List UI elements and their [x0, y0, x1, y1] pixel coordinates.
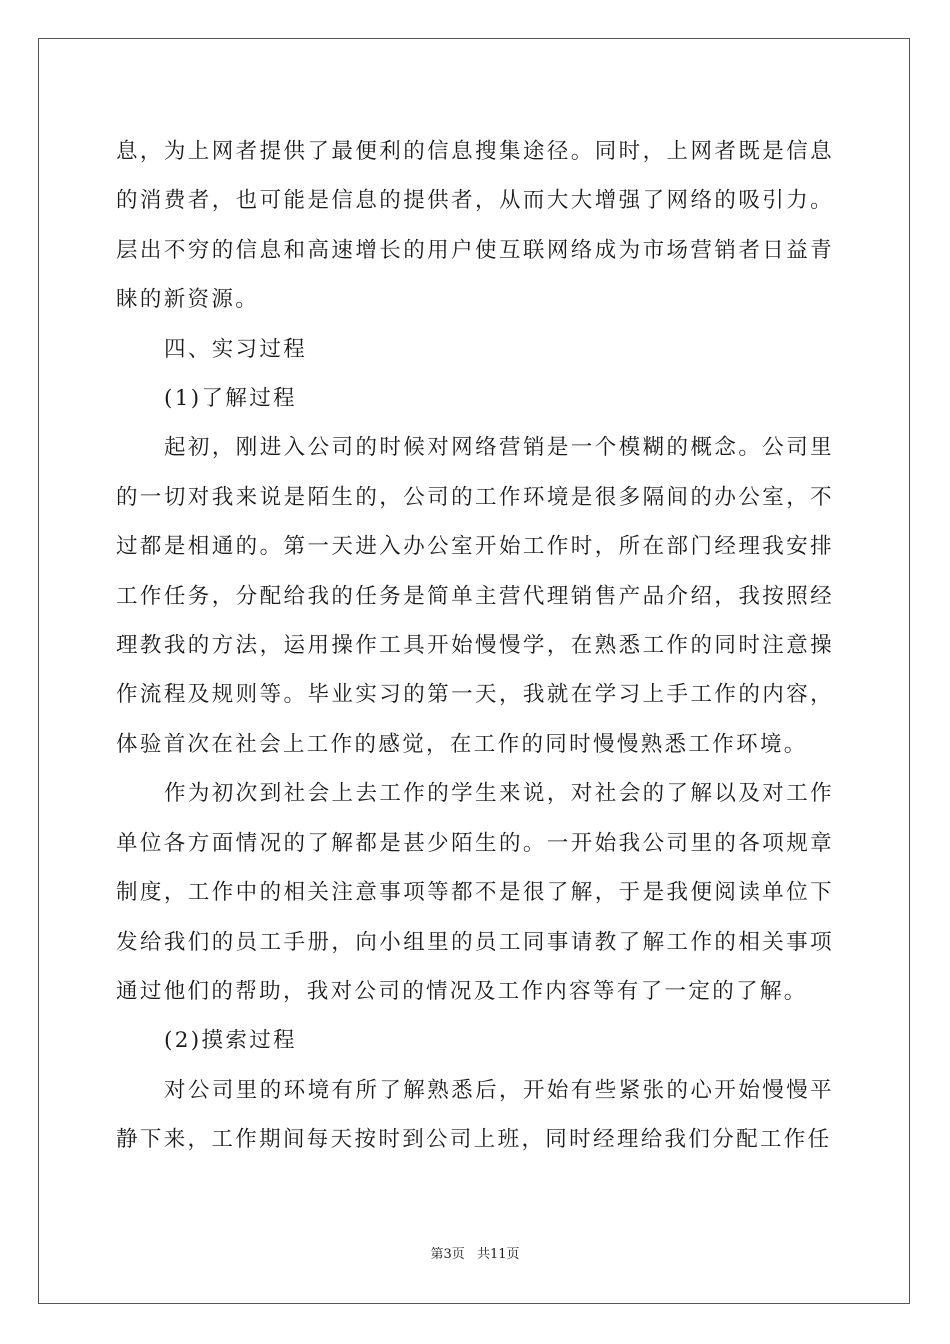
document-body — [116, 127, 834, 1165]
paragraph-4: 对公司里的环境有所了解熟悉后，开始有些紧张的心开始慢慢平静下来，工作期间每天按时到公司上班，同时经理给我们分配工作任 — [116, 1077, 834, 1153]
paragraph-3: 作为初次到社会上去工作的学生来说，对社会的了解以及对工作单位各方面情况的了解都是甚少陌生的。一开始我公司里的各项规章制度，工作中的相关注意事项等都不是很了解，于是我便阅读单位下发给我们的员工手册，向小组里的员工同事请教了解工作的相关事项通过他们的帮助，我对公司的情况及工作内容等有了一定的了解。 — [116, 781, 834, 1004]
paragraph-1: 息，为上网者提供了最便利的信息搜集途径。同时，上网者既是信息的消费者，也可能是信息的提供者，从而大大增强了网络的吸引力。层出不穷的信息和高速增长的用户使互联网络成为市场营销者日益青睐的新资源。 — [116, 139, 834, 313]
subheading-understanding-process: (1)了解过程 — [164, 386, 297, 412]
section-heading-internship-process: 四、实习过程 — [164, 336, 308, 362]
page-total: 共11页 — [476, 1247, 520, 1262]
page-footer — [0, 1243, 950, 1262]
page-number: 第3页 — [430, 1247, 465, 1262]
paragraph-2: 起初，刚进入公司的时候对网络营销是一个模糊的概念。公司里的一切对我来说是陌生的，公司的工作环境是很多隔间的办公室，不过都是相通的。第一天进入办公室开始工作时，所在部门经理我安排工作任务，分配给我的任务是简单主营代理销售产品介绍，我按照经理教我的方法，运用操作工具开始慢慢学，在熟悉工作的同时注意操作流程及规则等。毕业实习的第一天，我就在学习上手工作的内容，体验首次在社会上工作的感觉，在工作的同时慢慢熟悉工作环境。 — [116, 435, 834, 757]
subheading-exploration-process: (2)摸索过程 — [164, 1028, 297, 1054]
